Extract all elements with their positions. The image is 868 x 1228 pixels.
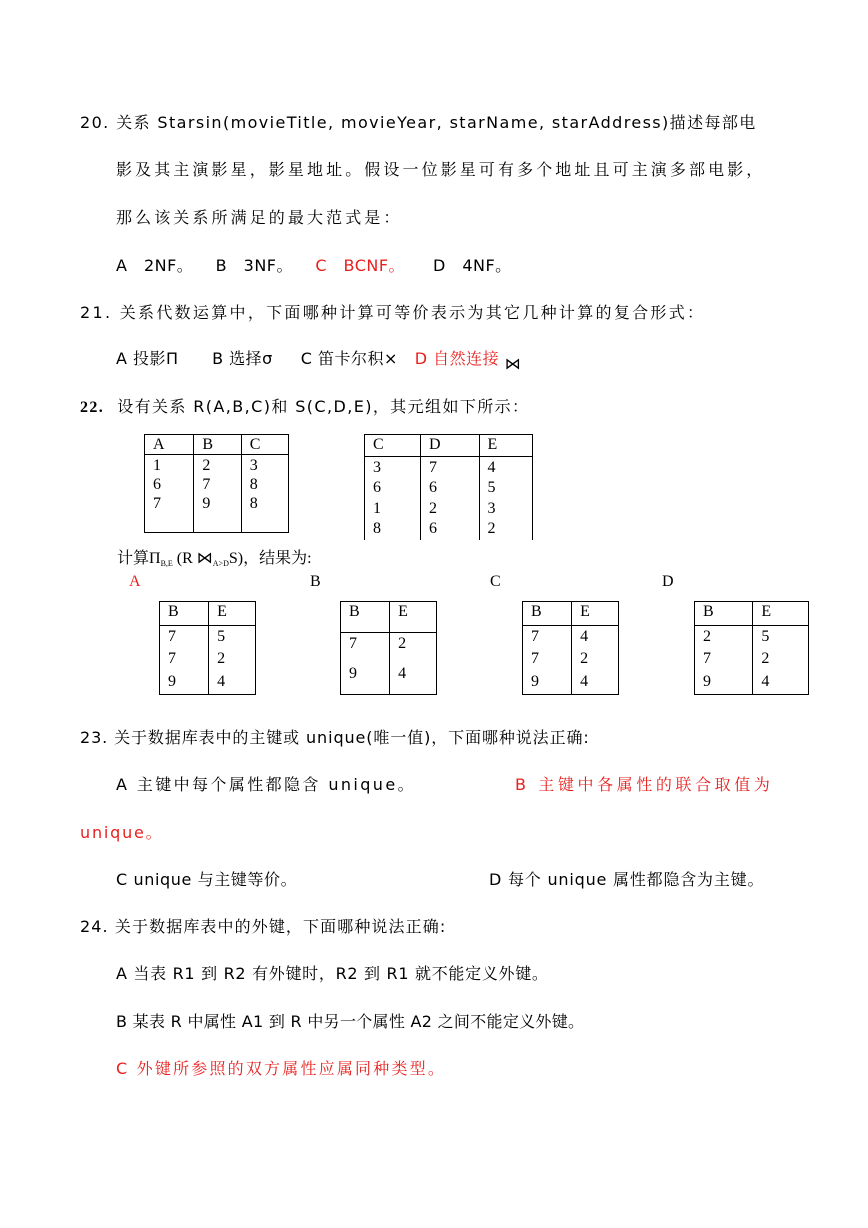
option-cell: 9 bbox=[160, 672, 209, 695]
q21-options bbox=[116, 349, 522, 373]
relation-s-cell: 4 bbox=[479, 456, 532, 478]
q21-option-c: C 笛卡尔积× bbox=[300, 349, 398, 368]
q22-option-label-c: C bbox=[490, 573, 501, 590]
relation-r-cell: 2 bbox=[194, 455, 241, 476]
q22-option-label-d: D bbox=[662, 573, 674, 590]
q24-option-a: A 当表 R1 到 R2 有外键时，R2 到 R1 就不能定义外键。 bbox=[116, 964, 549, 983]
option-cell: 4 bbox=[209, 672, 256, 695]
q24-option-c-answer: C 外键所参照的双方属性应属同种类型。 bbox=[116, 1059, 447, 1078]
relation-s-cell: 3 bbox=[479, 499, 532, 520]
relation-r-cell: 7 bbox=[145, 494, 194, 532]
option-header: E bbox=[390, 602, 437, 633]
relation-r-cell: 1 bbox=[145, 455, 194, 476]
relation-r-header: A bbox=[145, 435, 194, 455]
q22-option-b-table bbox=[340, 601, 437, 695]
compute-projection: 计算Π bbox=[117, 550, 161, 567]
option-header: E bbox=[209, 602, 256, 626]
option-cell: 5 bbox=[209, 625, 256, 649]
q22-option-a-table bbox=[159, 601, 256, 695]
relation-s-cell: 6 bbox=[365, 478, 421, 499]
option-cell: 4 bbox=[572, 672, 619, 695]
option-header: B bbox=[523, 602, 572, 626]
option-cell: 4 bbox=[572, 625, 619, 649]
option-cell: 4 bbox=[390, 664, 437, 693]
option-cell: 2 bbox=[695, 625, 753, 649]
option-header: B bbox=[341, 602, 390, 633]
option-cell: 7 bbox=[160, 625, 209, 649]
compute-join-condition: A>D bbox=[212, 559, 229, 568]
option-cell: 9 bbox=[695, 672, 753, 695]
q22-number: 22. bbox=[80, 399, 105, 416]
relation-s-cell: 1 bbox=[365, 499, 421, 520]
relation-r-cell: 7 bbox=[194, 475, 241, 494]
relation-r-table bbox=[144, 434, 289, 533]
q23-option-b-continued: unique。 bbox=[80, 823, 164, 842]
relation-s-header: E bbox=[479, 435, 532, 457]
relation-r-cell: 9 bbox=[194, 494, 241, 532]
relation-s-header: C bbox=[365, 435, 421, 457]
option-cell: 7 bbox=[695, 649, 753, 671]
q24-option-b: B 某表 R 中属性 A1 到 R 中另一个属性 A2 之间不能定义外键。 bbox=[116, 1012, 585, 1031]
option-header: E bbox=[753, 602, 809, 626]
q20-option-a: A 2NF。 bbox=[116, 256, 194, 275]
q22-line-1 bbox=[80, 397, 529, 418]
option-cell: 9 bbox=[341, 664, 390, 693]
relation-r-header: B bbox=[194, 435, 241, 455]
option-header: E bbox=[572, 602, 619, 626]
option-cell bbox=[341, 694, 390, 695]
option-cell bbox=[390, 694, 437, 695]
option-cell: 2 bbox=[390, 633, 437, 665]
q22-option-d-table bbox=[694, 601, 809, 695]
q22-option-label-a-answer: A bbox=[129, 573, 141, 590]
option-cell: 7 bbox=[523, 625, 572, 649]
q20-options bbox=[116, 256, 512, 276]
compute-projection-attrs: B,E bbox=[160, 559, 173, 568]
q20-line-1: 20. 关系 Starsin(movieTitle, movieYear, starName, starAddress)描述每部电 bbox=[80, 113, 757, 132]
relation-s-cell: 2 bbox=[421, 499, 480, 520]
relation-s-cell: 6 bbox=[421, 519, 480, 540]
q21-option-a: A 投影Π bbox=[116, 349, 179, 368]
compute-relation-r: (R bbox=[172, 550, 197, 567]
relation-s-cell: 8 bbox=[365, 519, 421, 540]
q20-line-2: 影及其主演影星，影星地址。假设一位影星可有多个地址且可主演多部电影， bbox=[116, 160, 766, 179]
q20-option-d: D 4NF。 bbox=[433, 256, 512, 275]
option-header: B bbox=[695, 602, 753, 626]
relation-s-cell: 7 bbox=[421, 456, 480, 478]
q22-compute-expression bbox=[117, 548, 312, 574]
q23-option-b-answer: B 主键中各属性的联合取值为 bbox=[515, 775, 774, 794]
compute-suffix: S)，结果为: bbox=[228, 550, 312, 567]
q23-option-d: D 每个 unique 属性都隐含为主键。 bbox=[489, 870, 765, 889]
option-cell: 5 bbox=[753, 625, 809, 649]
relation-s-cell: 3 bbox=[365, 456, 421, 478]
q23-option-a: A 主键中每个属性都隐含 unique。 bbox=[116, 775, 416, 794]
relation-r-cell: 8 bbox=[241, 494, 288, 532]
q21-option-b: B 选择σ bbox=[212, 349, 273, 368]
option-cell: 2 bbox=[572, 649, 619, 671]
q21-option-d-answer: D 自然连接 bbox=[414, 349, 500, 368]
relation-r-header: C bbox=[241, 435, 288, 455]
relation-r-cell: 6 bbox=[145, 475, 194, 494]
q20-option-c-answer: C BCNF。 bbox=[315, 256, 406, 275]
q20-option-b: B 3NF。 bbox=[215, 256, 293, 275]
q20-line-3: 那么该关系所满足的最大范式是： bbox=[116, 208, 403, 227]
q24-line-1: 24. 关于数据库表中的外键，下面哪种说法正确: bbox=[80, 917, 447, 936]
option-cell: 4 bbox=[753, 672, 809, 695]
theta-join-symbol: ⋈ bbox=[196, 548, 213, 567]
option-cell: 2 bbox=[209, 649, 256, 671]
option-cell: 7 bbox=[523, 649, 572, 671]
q22-option-c-table bbox=[522, 601, 619, 695]
option-cell: 7 bbox=[341, 633, 390, 665]
q23-option-c: C unique 与主键等价。 bbox=[116, 870, 298, 889]
q22-option-label-b: B bbox=[310, 573, 321, 590]
relation-r-cell: 8 bbox=[241, 475, 288, 494]
q23-line-1: 23. 关于数据库表中的主键或 unique(唯一值)，下面哪种说法正确: bbox=[80, 728, 590, 747]
relation-s-table bbox=[364, 434, 533, 540]
relation-s-cell: 5 bbox=[479, 478, 532, 499]
q21-line-1: 21. 关系代数运算中，下面哪种计算可等价表示为其它几种计算的复合形式： bbox=[80, 303, 706, 322]
q22-text: 设有关系 R(A,B,C)和 S(C,D,E)，其元组如下所示： bbox=[117, 397, 530, 416]
natural-join-symbol: ⋈ bbox=[504, 354, 522, 373]
option-header: B bbox=[160, 602, 209, 626]
option-cell: 9 bbox=[523, 672, 572, 695]
option-cell: 2 bbox=[753, 649, 809, 671]
option-cell: 7 bbox=[160, 649, 209, 671]
relation-s-header: D bbox=[421, 435, 480, 457]
relation-s-cell: 6 bbox=[421, 478, 480, 499]
relation-r-cell: 3 bbox=[241, 455, 288, 476]
relation-s-cell: 2 bbox=[479, 519, 532, 540]
